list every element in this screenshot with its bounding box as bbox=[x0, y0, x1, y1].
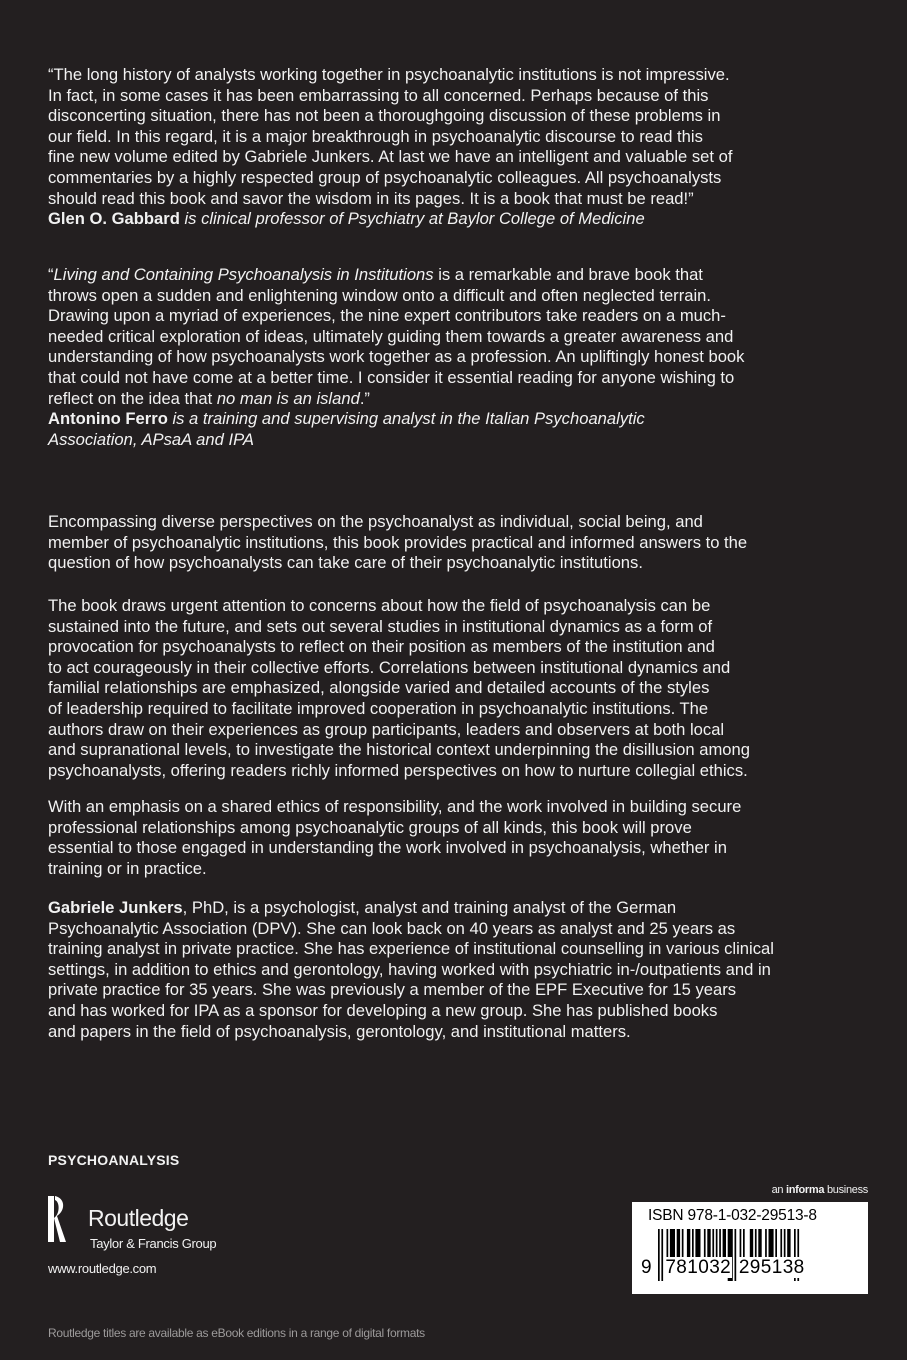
text-segment: “ bbox=[48, 265, 54, 284]
text-line bbox=[48, 553, 878, 574]
text-line bbox=[48, 368, 878, 389]
person-name: Antonino Ferro bbox=[48, 409, 168, 429]
publisher-group: Taylor & Francis Group bbox=[90, 1236, 217, 1251]
text-segment: .” bbox=[359, 388, 370, 408]
text-segment: fine new volume edited by Gabriele Junkers. At last we have an intelligent and valuable set of bbox=[48, 147, 733, 167]
text-segment: With an emphasis on a shared ethics of responsibility, and the work involved in building secure bbox=[48, 797, 742, 816]
text-line bbox=[48, 430, 878, 451]
author-bio bbox=[48, 898, 878, 1042]
subject-category: PSYCHOANALYSIS bbox=[48, 1152, 180, 1168]
text-segment: professional relationships among psychoanalytic groups of all kinds, this book will prove bbox=[48, 817, 692, 837]
text-line bbox=[48, 761, 878, 782]
text-segment: training or in practice. bbox=[48, 858, 207, 878]
text-segment: and supranational levels, to investigate the historical context underpinning the disillusion among bbox=[48, 740, 750, 760]
text-segment: provocation for psychoanalysts to reflect on their position as members of the institution and bbox=[48, 637, 715, 657]
text-line bbox=[48, 306, 878, 327]
text-line bbox=[48, 1022, 878, 1043]
text-line bbox=[48, 1001, 878, 1022]
text-line bbox=[48, 596, 878, 617]
text-segment: authors draw on their experiences as group participants, leaders and observers at both local bbox=[48, 719, 725, 739]
text-segment: to act courageously in their collective efforts. Correlations between institutional dynamics and bbox=[48, 657, 731, 677]
text-segment: Psychoanalytic Association (DPV). She can look back on 40 years as analyst and 25 years as bbox=[48, 918, 736, 938]
text-segment: our field. In this regard, it is a major breakthrough in psychoanalytic discourse to read this bbox=[48, 126, 703, 146]
person-name: Gabriele Junkers bbox=[48, 898, 183, 917]
text-segment: private practice for 35 years. She was previously a member of the EPF Executive for 15 years bbox=[48, 980, 737, 1000]
text-line bbox=[48, 389, 878, 410]
text-segment: and papers in the field of psychoanalysis, gerontology, and institutional matters. bbox=[48, 1021, 631, 1041]
quote-ferro bbox=[48, 265, 878, 450]
text-segment: Living and Containing Psychoanalysis in Institutions bbox=[53, 265, 434, 284]
isbn-barcode bbox=[632, 1202, 868, 1294]
ebook-notice: Routledge titles are available as eBook editions in a range of digital formats bbox=[48, 1326, 425, 1340]
text-segment: is a remarkable and brave book that bbox=[433, 265, 703, 284]
informa-suffix: business bbox=[824, 1184, 868, 1196]
text-line bbox=[48, 512, 878, 533]
text-segment: Association, APsaA and IPA bbox=[48, 429, 254, 449]
informa-brand: informa bbox=[785, 1184, 825, 1196]
text-segment: member of psychoanalytic institutions, this book provides practical and informed answers to the bbox=[48, 532, 748, 552]
text-line bbox=[48, 265, 878, 286]
text-line bbox=[48, 127, 878, 148]
text-segment: of leadership required to facilitate improved cooperation in psychoanalytic institutions. The bbox=[48, 698, 709, 718]
text-segment: commentaries by a highly respected group of psychoanalytic colleagues. All psychoanalysts bbox=[48, 167, 722, 187]
text-line bbox=[48, 859, 878, 880]
text-segment: and has worked for IPA as a sponsor for developing a new group. She has published books bbox=[48, 1000, 718, 1020]
informa-tagline bbox=[772, 1184, 868, 1196]
text-segment: is clinical professor of Psychiatry at Baylor College of Medicine bbox=[179, 209, 645, 229]
quote-gabbard bbox=[48, 65, 878, 230]
text-segment: essential to those engaged in understanding the work involved in psychoanalysis, whether in bbox=[48, 838, 727, 858]
text-segment: “The long history of analysts working together in psychoanalytic institutions is not impressive. bbox=[48, 65, 730, 84]
text-line bbox=[48, 617, 878, 638]
text-line bbox=[48, 106, 878, 127]
text-segment: In fact, in some cases it has been embarrassing to all concerned. Perhaps because of this bbox=[48, 85, 709, 105]
text-segment: understanding of how psychoanalysts work together as a profession. An upliftingly honest book bbox=[48, 347, 745, 367]
text-segment: is a training and supervising analyst in the Italian Psychoanalytic bbox=[167, 409, 645, 429]
text-segment: sustained into the future, and sets out several studies in institutional dynamics as a form of bbox=[48, 616, 713, 636]
text-line bbox=[48, 533, 878, 554]
text-line bbox=[48, 327, 878, 348]
text-segment: disconcerting situation, there has not been a thoroughgoing discussion of these problems in bbox=[48, 106, 721, 126]
text-line bbox=[48, 720, 878, 741]
text-line bbox=[48, 409, 878, 430]
text-line bbox=[48, 818, 878, 839]
text-segment: needed critical exploration of ideas, ultimately guiding them towards a greater awareness and bbox=[48, 326, 734, 346]
text-segment: reflect on the idea that bbox=[48, 388, 217, 408]
text-segment: training analyst in private practice. She has experience of institutional counselling in various clinical bbox=[48, 939, 774, 959]
text-line bbox=[48, 65, 878, 86]
description-body bbox=[48, 596, 878, 781]
text-line bbox=[48, 286, 878, 307]
text-line bbox=[48, 740, 878, 761]
text-line bbox=[48, 678, 878, 699]
informa-prefix: an bbox=[771, 1184, 786, 1196]
text-line bbox=[48, 797, 878, 818]
text-line bbox=[48, 919, 878, 940]
routledge-logo-icon bbox=[48, 1196, 66, 1242]
text-segment: that could not have come at a better time. I consider it essential reading for anyone wishing to bbox=[48, 367, 735, 387]
barcode-digits-left: 781032 bbox=[665, 1257, 732, 1278]
text-segment: , PhD, is a psychologist, analyst and training analyst of the German bbox=[182, 898, 677, 917]
text-line bbox=[48, 939, 878, 960]
text-segment: should read this book and savor the wisdom in its pages. It is a book that must be read!” bbox=[48, 188, 694, 208]
barcode-digits bbox=[640, 1257, 806, 1279]
text-line bbox=[48, 637, 878, 658]
text-segment: no man is an island bbox=[216, 388, 360, 408]
publisher-name: Routledge bbox=[88, 1205, 189, 1231]
text-line bbox=[48, 147, 878, 168]
text-line bbox=[48, 699, 878, 720]
person-name: Glen O. Gabbard bbox=[48, 209, 180, 229]
text-line bbox=[48, 347, 878, 368]
text-line bbox=[48, 960, 878, 981]
text-segment: Encompassing diverse perspectives on the psychoanalyst as individual, social being, and bbox=[48, 512, 703, 531]
text-line bbox=[48, 86, 878, 107]
text-segment: throws open a sudden and enlightening window onto a difficult and often neglected terrain. bbox=[48, 285, 711, 305]
isbn-label: ISBN 978-1-032-29513-8 bbox=[648, 1207, 817, 1224]
barcode-digit-first: 9 bbox=[641, 1257, 652, 1278]
description-intro bbox=[48, 512, 878, 574]
barcode-digits-right: 295138 bbox=[738, 1257, 805, 1278]
text-segment: The book draws urgent attention to concerns about how the field of psychoanalysis can be bbox=[48, 596, 711, 615]
text-segment: settings, in addition to ethics and gerontology, having worked with psychiatric in-/outpatients and in bbox=[48, 959, 771, 979]
text-segment: Drawing upon a myriad of experiences, the nine expert contributors take readers on a much- bbox=[48, 306, 726, 326]
description-closing bbox=[48, 797, 878, 879]
text-line bbox=[48, 168, 878, 189]
publisher-url[interactable]: www.routledge.com bbox=[48, 1261, 157, 1276]
text-line bbox=[48, 838, 878, 859]
text-line bbox=[48, 980, 878, 1001]
text-segment: psychoanalysts, offering readers richly informed perspectives on how to nurture collegial ethics. bbox=[48, 760, 748, 780]
text-segment: question of how psychoanalysts can take care of their psychoanalytic institutions. bbox=[48, 553, 643, 573]
text-segment: familial relationships are emphasized, alongside varied and detailed accounts of the styles bbox=[48, 678, 710, 698]
text-line bbox=[48, 189, 878, 210]
text-line bbox=[48, 209, 878, 230]
text-line bbox=[48, 898, 878, 919]
text-line bbox=[48, 658, 878, 679]
